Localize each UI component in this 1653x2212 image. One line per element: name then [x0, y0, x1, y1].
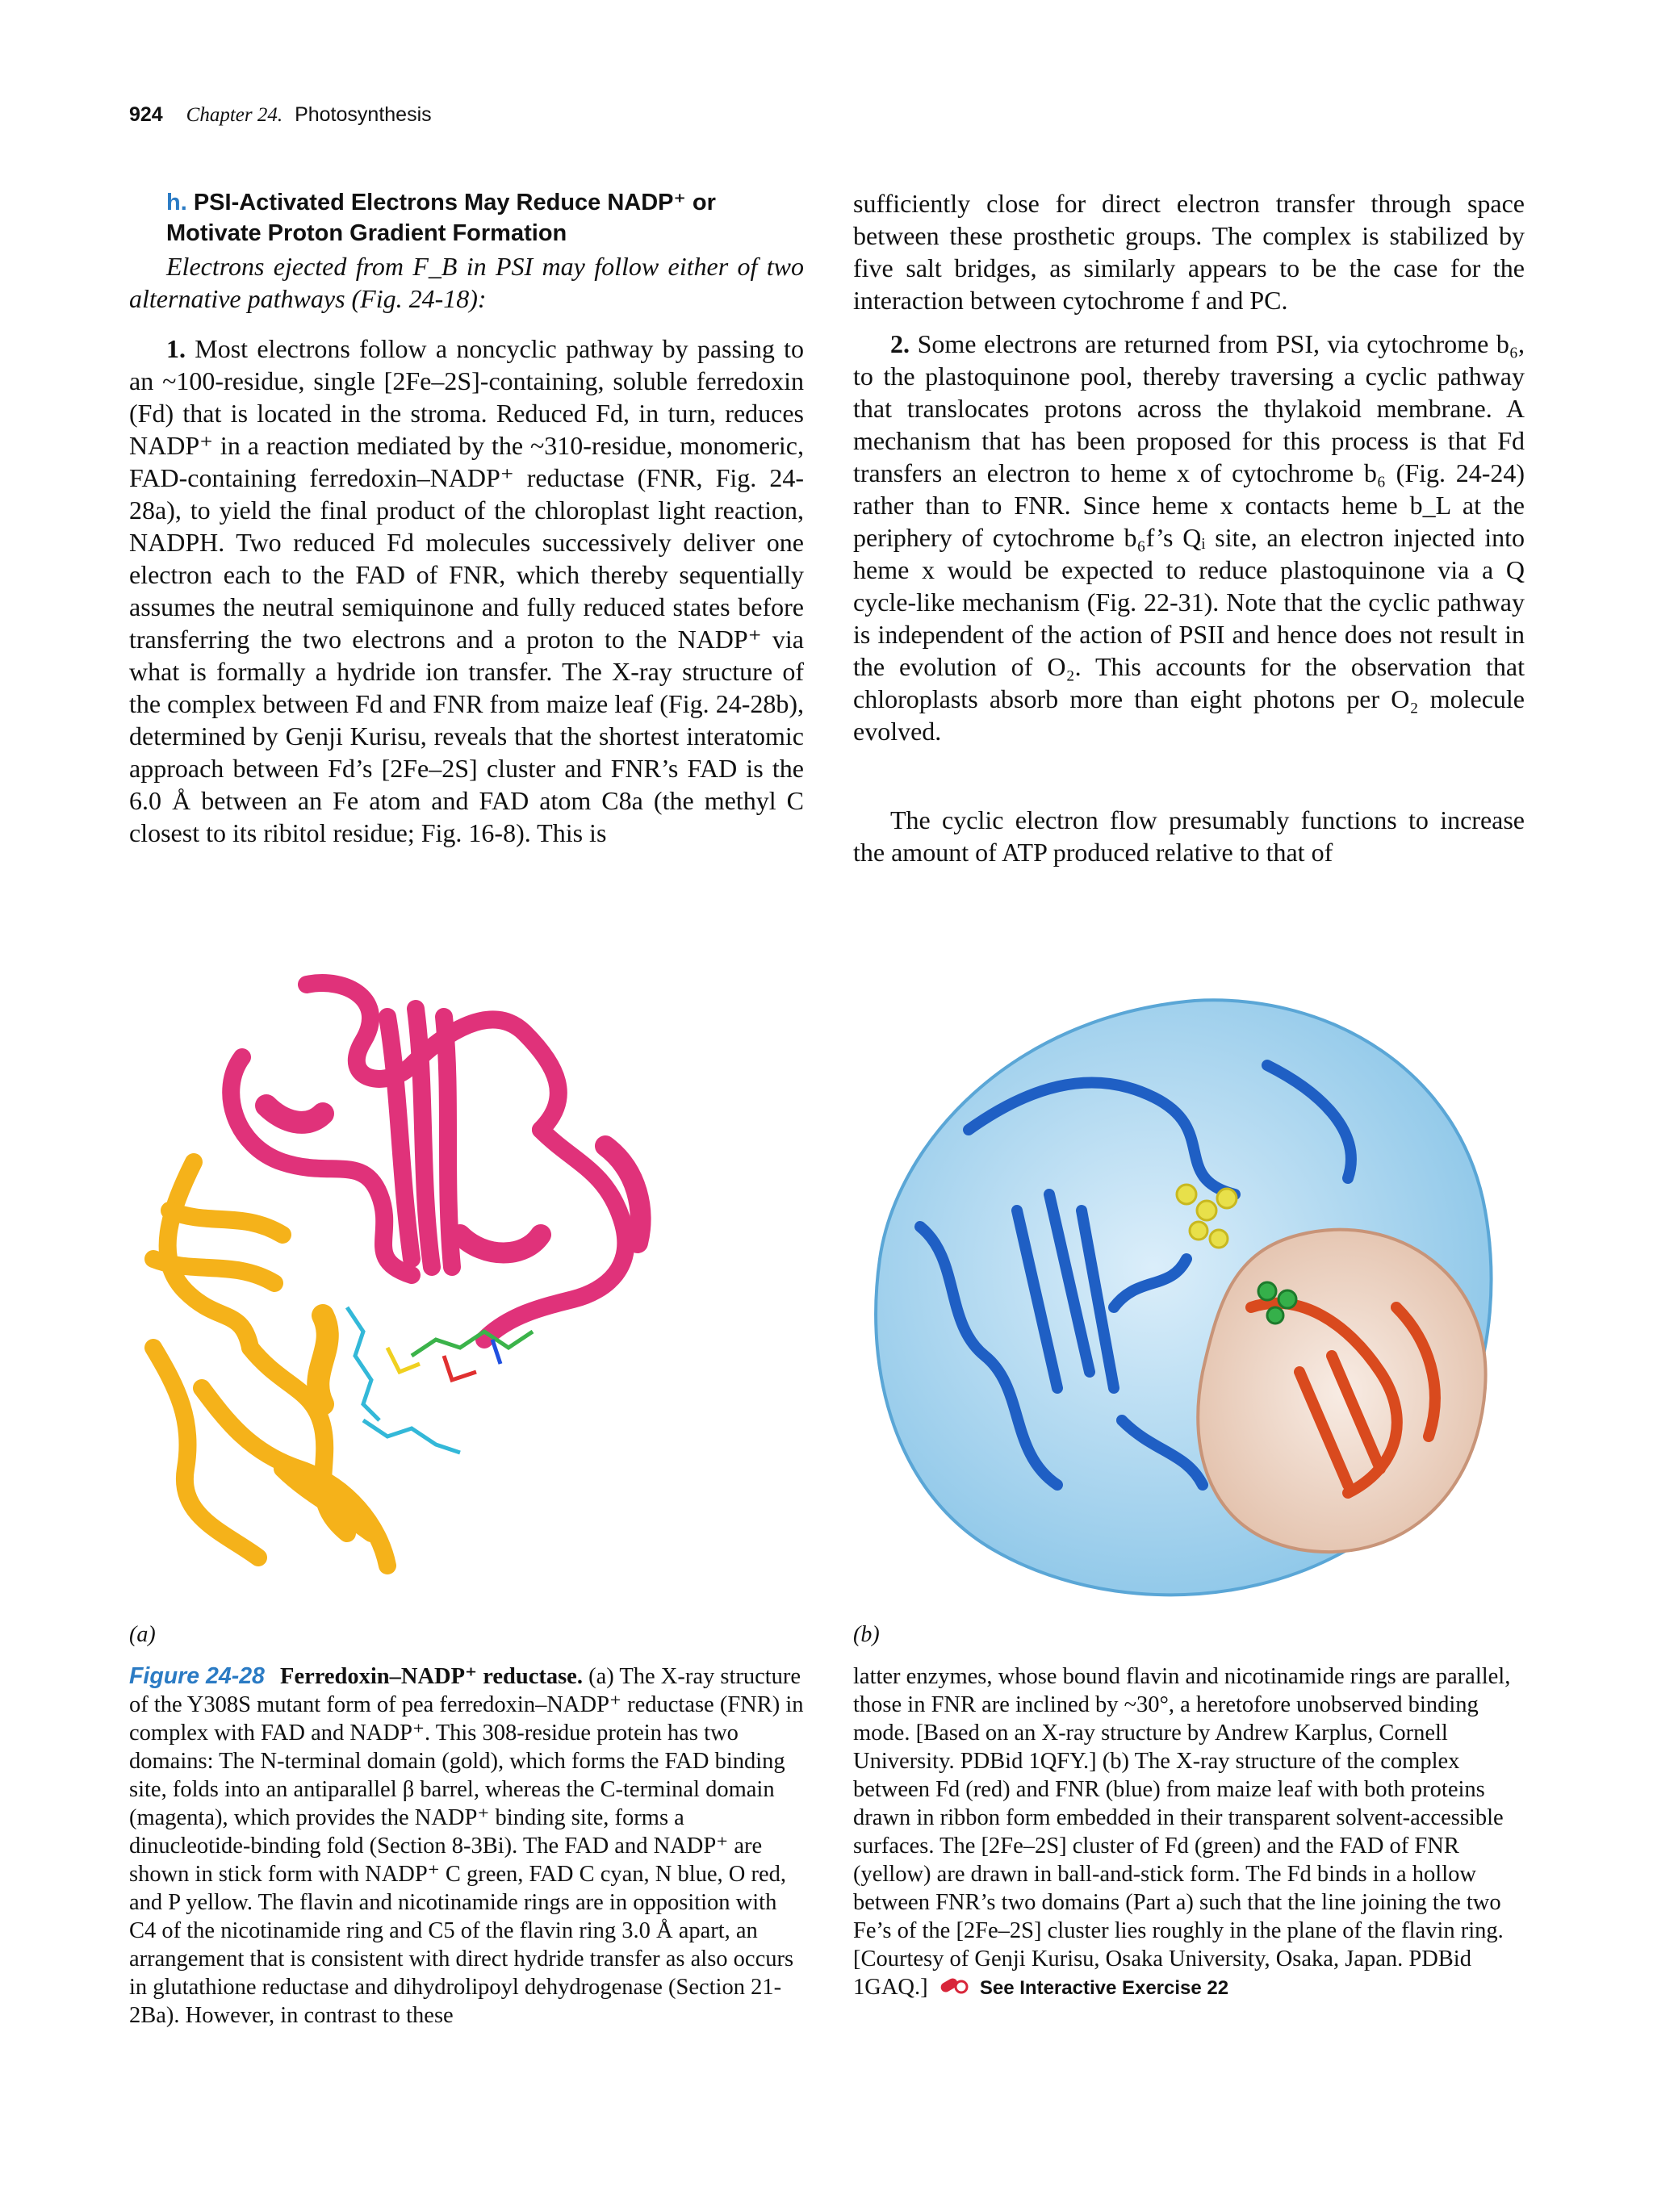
figure-title: Ferredoxin–NADP⁺ reductase. — [280, 1664, 583, 1689]
item-2-number: 2. — [890, 329, 910, 358]
interactive-exercise-link[interactable]: See Interactive Exercise 22 — [979, 1977, 1229, 1999]
cyclic-flow-paragraph: The cyclic electron flow presumably functions to increase the amount of ATP produced relative to that of — [853, 805, 1525, 867]
section-letter: h. — [166, 190, 187, 215]
page-number: 924 — [129, 103, 163, 126]
item-1-paragraph — [129, 332, 804, 849]
chapter-label: Chapter 24. — [186, 104, 283, 126]
panel-b-label: (b) — [853, 1622, 880, 1647]
item-2-paragraph — [853, 328, 1525, 747]
item-2-text: Some electrons are returned from PSI, via cytochrome b₆, to the plastoquinone pool, thereby traversing a cyclic pathway that translocates protons across the thylakoid membrane. A mechanism that has been proposed for this process is that Fd transfers an electron to heme x of cytochrome b₆ (Fig. 24-24) rather than to FNR. Since heme x contacts heme b_L at the periphery of cytochrome b₆f’s Qᵢ site, an electron injected into heme x would be expected to reduce plastoquinone via a Q cycle-like mechanism (Fig. 22-31). Note that the cyclic pathway is independent of the action of PSII and hence does not result in the evolution of O₂. This accounts for the observation that chloroplasts absorb more than eight photons per O₂ molecule evolved. — [853, 329, 1525, 746]
running-head — [129, 103, 432, 127]
chapter-title: Photosynthesis — [295, 103, 432, 126]
left-column — [129, 187, 804, 849]
panel-a-ribbon-structure — [121, 968, 815, 1626]
caption-left-text: (a) The X-ray structure of the Y308S mutant form of pea ferredoxin–NADP⁺ reductase (FNR) in complex with FAD and NADP⁺. This 308-residue protein has two domains: The N-terminal domain (gold), which forms the FAD binding site, folds into an antiparallel β barrel, whereas the C-terminal domain (magenta), which provides the NADP⁺ binding site, forms a dinucleotide-binding fold (Section 8-3Bi). The FAD and NADP⁺ are shown in stick form with NADP⁺ C green, FAD C cyan, N blue, O red, and P yellow. The flavin and nicotinamide rings are in opposition with C4 of the nicotinamide ring and C5 of the flavin ring 3.0 Å apart, an arrangement that is consistent with direct hydride transfer as also occurs in glutathione reductase and dihydrolipoyl dehydrogenase (Section 21-2Ba). However, in contrast to these — [129, 1664, 804, 2028]
figure-label: Figure 24-28 — [129, 1663, 265, 1689]
item-1-text: Most electrons follow a noncyclic pathway by passing to an ~100-residue, single [2Fe–2S]-containing, soluble ferredoxin (Fd) that is located in the stroma. Reduced Fd, in turn, reduces NADP⁺ in a reaction mediated by the ~310-residue, monomeric, FAD-containing ferredoxin–NADP⁺ reductase (FNR, Fig. 24-28a), to yield the final product of the chloroplast light reaction, NADPH. Two reduced Fd molecules successively deliver one electron each to the FAD of FNR, which thereby sequentially assumes the neutral semiquinone and fully reduced states before transferring the two electrons and a proton to the NADP⁺ via what is formally a hydride ion transfer. The X-ray structure of the complex between Fd and FNR from maize leaf (Fig. 24-28b), determined by Genji Kurisu, reveals that the shortest interatomic approach between Fd’s [2Fe–2S] cluster and FNR’s FAD is the 6.0 Å between an Fe atom and FAD atom C8a (the methyl C closest to its ribitol residue; Fig. 16-8). This is — [129, 334, 805, 847]
fd-fnr-complex-illustration — [847, 968, 1542, 1626]
interactive-exercise-icon[interactable] — [939, 1974, 969, 2004]
right-column — [853, 187, 1525, 868]
section-heading — [166, 187, 804, 249]
figure-24-28 — [121, 968, 1534, 1626]
gold-domain — [153, 1162, 387, 1566]
section-lead: Electrons ejected from F_B in PSI may follow either of two alternative pathways (Fig. 24-18): — [129, 252, 804, 313]
caption-right-text: latter enzymes, whose bound flavin and nicotinamide rings are parallel, those in FNR are inclined by ~30°, a heretofore unobserved binding mode. [Based on an X-ray structure by Andrew Karplus, Cornell University. PDBid 1QFY.] (b) The X-ray structure of the complex between Fd (red) and FNR (blue) from maize leaf with both proteins drawn in ribbon form embedded in their transparent solvent-accessible surfaces. The [2Fe–2S] cluster of Fd (green) and the FAD of FNR (yellow) are drawn in ball-and-stick form. The Fd binds in a hollow between FNR’s two domains (Part a) such that the line joining the two Fe’s of the [2Fe–2S] cluster lies roughly in the plane of the flavin ring. [Courtesy of Genji Kurisu, Osaka University, Osaka, Japan. PDBid 1GAQ.] — [853, 1664, 1511, 2000]
panel-a-label: (a) — [129, 1622, 156, 1647]
item-1-number: 1. — [166, 334, 186, 363]
caption-left — [129, 1662, 807, 2030]
panel-b-complex-structure — [847, 968, 1542, 1626]
caption-right — [853, 1662, 1528, 2004]
continued-paragraph: sufficiently close for direct electron transfer through space between these prosthetic groups. The complex is stabilized by five salt bridges, as similarly appears to be the case for the interaction between cytochrome f and PC. — [853, 189, 1525, 315]
section-heading-line2: Motivate Proton Gradient Formation — [166, 220, 567, 246]
fnr-ribbon-illustration — [121, 968, 815, 1626]
section-heading-line1: PSI-Activated Electrons May Reduce NADP⁺ or — [193, 190, 716, 215]
magenta-domain — [231, 983, 640, 1340]
